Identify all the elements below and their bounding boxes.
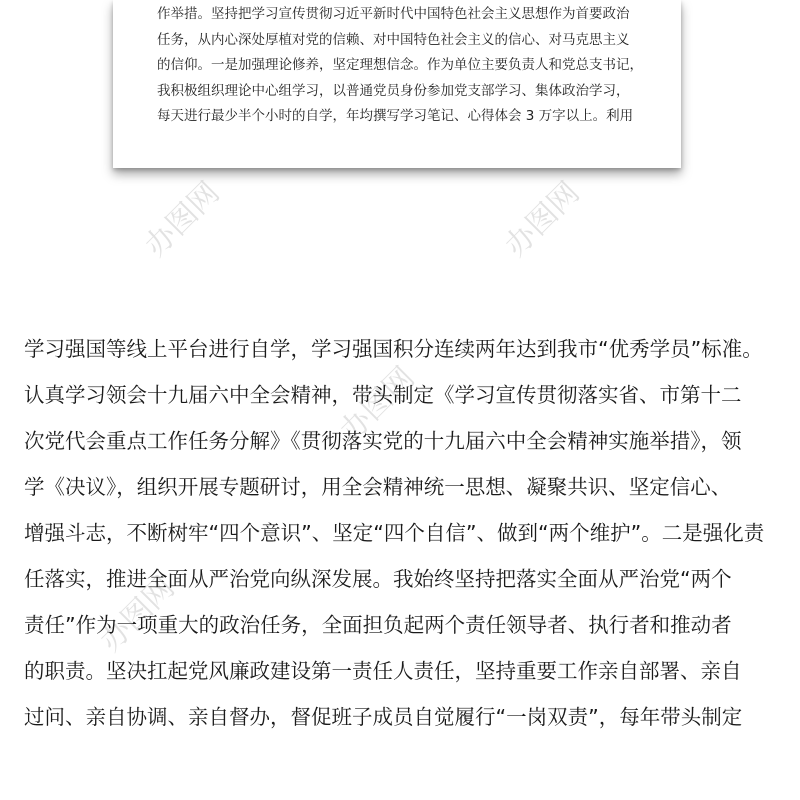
document-preview-card [113, 0, 681, 168]
watermark: 办图网 [93, 570, 182, 659]
body-line: 学《决议》，组织开展专题研讨，用全会精神统一思想、凝聚共识、坚定信心、 [24, 475, 732, 499]
body-text [24, 326, 784, 740]
body-line: 任落实，推进全面从严治党向纵深发展。我始终坚持把落实全面从严治党“两个 [24, 567, 732, 591]
body-line: 认真学习领会十九届六中全会精神，带头制定《学习宣传贯彻落实省、市第十二 [24, 383, 742, 407]
card-line: 每天进行最少半个小时的自学，年均撰写学习笔记、心得体会 3 万字以上。利用 [157, 108, 634, 125]
body-line: 增强斗志，不断树牢“四个意识”、坚定“四个自信”、做到“两个维护”。二是强化责 [24, 521, 765, 545]
body-line: 责任”作为一项重大的政治任务，全面担负起两个责任领导者、执行者和推动者 [24, 613, 732, 637]
body-line: 次党代会重点工作任务分解》《贯彻落实党的十九届六中全会精神实施举措》，领 [24, 429, 742, 453]
body-line: 的职责。坚决扛起党风廉政建设第一责任人责任，坚持重要工作亲自部署、亲自 [24, 659, 742, 683]
watermark: 办图网 [138, 175, 227, 264]
card-line: 的信仰。一是加强理论修养，坚定理想信念。作为单位主要负责人和党总支书记， [157, 57, 643, 74]
card-text [157, 0, 657, 130]
body-line: 学习强国等线上平台进行自学，学习强国积分连续两年达到我市“优秀学员”标准。 [24, 337, 763, 361]
watermark: 办图网 [498, 175, 587, 264]
card-line: 作举措。坚持把学习宣传贯彻习近平新时代中国特色社会主义思想作为首要政治 [157, 6, 630, 22]
watermark: 办图网 [333, 360, 422, 449]
body-line: 过问、亲自协调、亲自督办，督促班子成员自觉履行“一岗双责”，每年带头制定 [24, 705, 743, 729]
card-line: 任务，从内心深处厚植对党的信赖、对中国特色社会主义的信心、对马克思主义 [157, 31, 630, 48]
card-line: 我积极组织理论中心组学习，以普通党员身份参加党支部学习、集体政治学习， [157, 82, 630, 99]
